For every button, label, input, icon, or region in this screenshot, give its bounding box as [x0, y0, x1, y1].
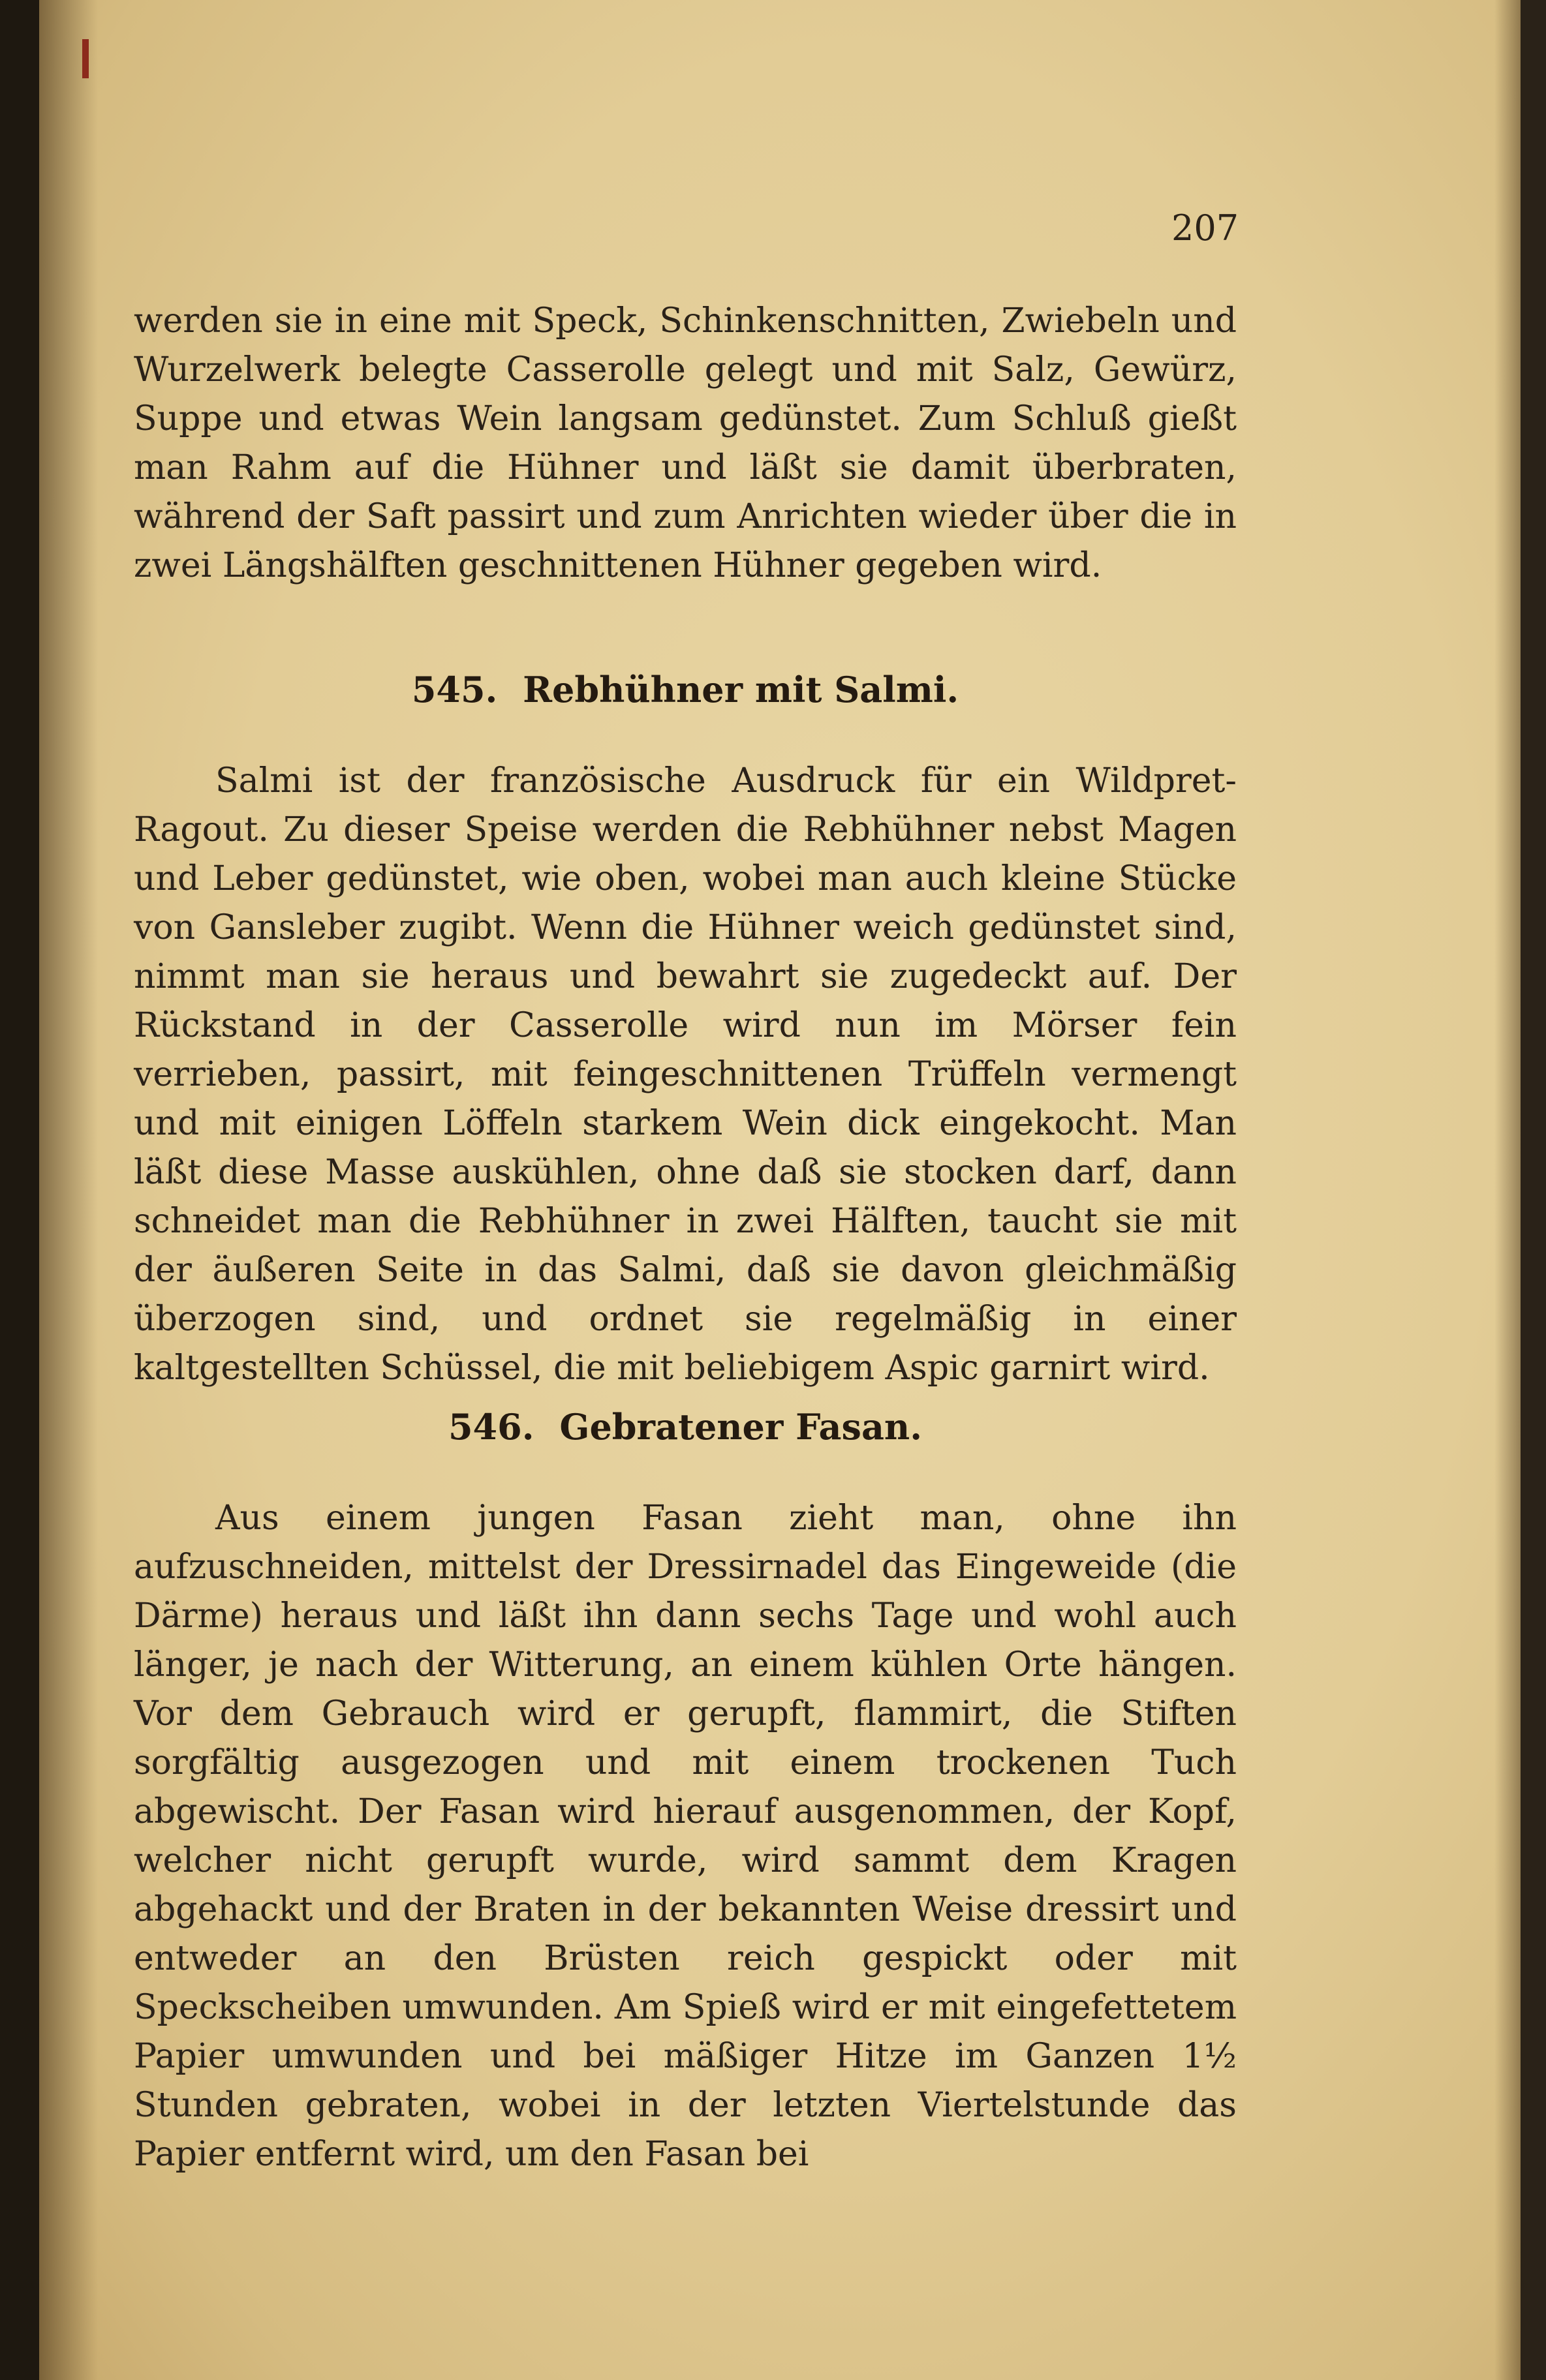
recipe-heading-545	[134, 669, 1237, 710]
intro-paragraph: werden sie in eine mit Speck, Schinkenschnitten, Zwiebeln und Wurzelwerk belegte Casserolle gelegt und mit Salz, Gewürz, Suppe und etwas Wein langsam gedünstet. Zum Schluß gießt man Rahm auf die Hühner und läßt sie damit überbraten, während der Saft passirt und zum Anrichten wieder über die in zwei Längshälften geschnittenen Hühner gegeben wird.	[134, 301, 1237, 585]
recipe-545-text: Salmi ist der französische Ausdruck für ein Wildpret-Ragout. Zu dieser Speise werden die Rebhühner nebst Magen und Leber gedünstet, wie oben, wobei man auch kleine Stücke von Gansleber zugibt. Wenn die Hühner weich gedünstet sind, nimmt man sie heraus und bewahrt sie zugedeckt auf. Der Rückstand in der Casserolle wird nun im Mörser fein verrieben, passirt, mit feingeschnittenen Trüffeln vermengt und mit einigen Löffeln starkem Wein dick eingekocht. Man läßt diese Masse auskühlen, ohne daß sie stocken darf, dann schneidet man die Rebhühner in zwei Hälften, taucht sie mit der äußeren Seite in das Salmi, daß sie davon gleichmäßig überzogen sind, und ordnet sie regelmäßig in einer kaltgestellten Schüssel, die mit beliebigem Aspic garnirt wird.	[134, 761, 1237, 1388]
book-binding-edge	[0, 0, 39, 2380]
recipe-number: 545.	[411, 669, 498, 710]
recipe-title: Gebratener Fasan.	[559, 1406, 922, 1448]
page-edge-shadow	[1494, 0, 1521, 2380]
intro-paragraph-block	[134, 297, 1237, 590]
recipe-545-block	[134, 757, 1237, 1393]
recipe-heading-546	[134, 1406, 1237, 1448]
recipe-546-text: Aus einem jungen Fasan zieht man, ohne ihn aufzuschneiden, mittelst der Dressirnadel das Eingeweide (die Därme) heraus und läßt ihn dann sechs Tage und wohl auch länger, je nach der Witterung, an einem kühlen Orte hängen. Vor dem Gebrauch wird er gerupft, flammirt, die Stiften sorgfältig ausgezogen und mit einem trockenen Tuch abgewischt. Der Fasan wird hierauf ausgenommen, der Kopf, welcher nicht gerupft wurde, wird sammt dem Kragen abgehackt und der Braten in der bekannten Weise dressirt und entweder an den Brüsten reich gespickt oder mit Speckscheiben umwunden. Am Spieß wird er mit eingefettetem Papier umwunden und bei mäßiger Hitze im Ganzen 1½ Stunden gebraten, wobei in der letzten Viertelstunde das Papier entfernt wird, um den Fasan bei	[134, 1499, 1237, 2174]
recipe-title: Rebhühner mit Salmi.	[523, 669, 959, 710]
recipe-number: 546.	[448, 1406, 534, 1448]
spine-shadow	[39, 0, 98, 2380]
recipe-546-block	[134, 1494, 1237, 2179]
page-number: 207	[1171, 207, 1239, 249]
bookmark-ribbon	[82, 39, 89, 78]
